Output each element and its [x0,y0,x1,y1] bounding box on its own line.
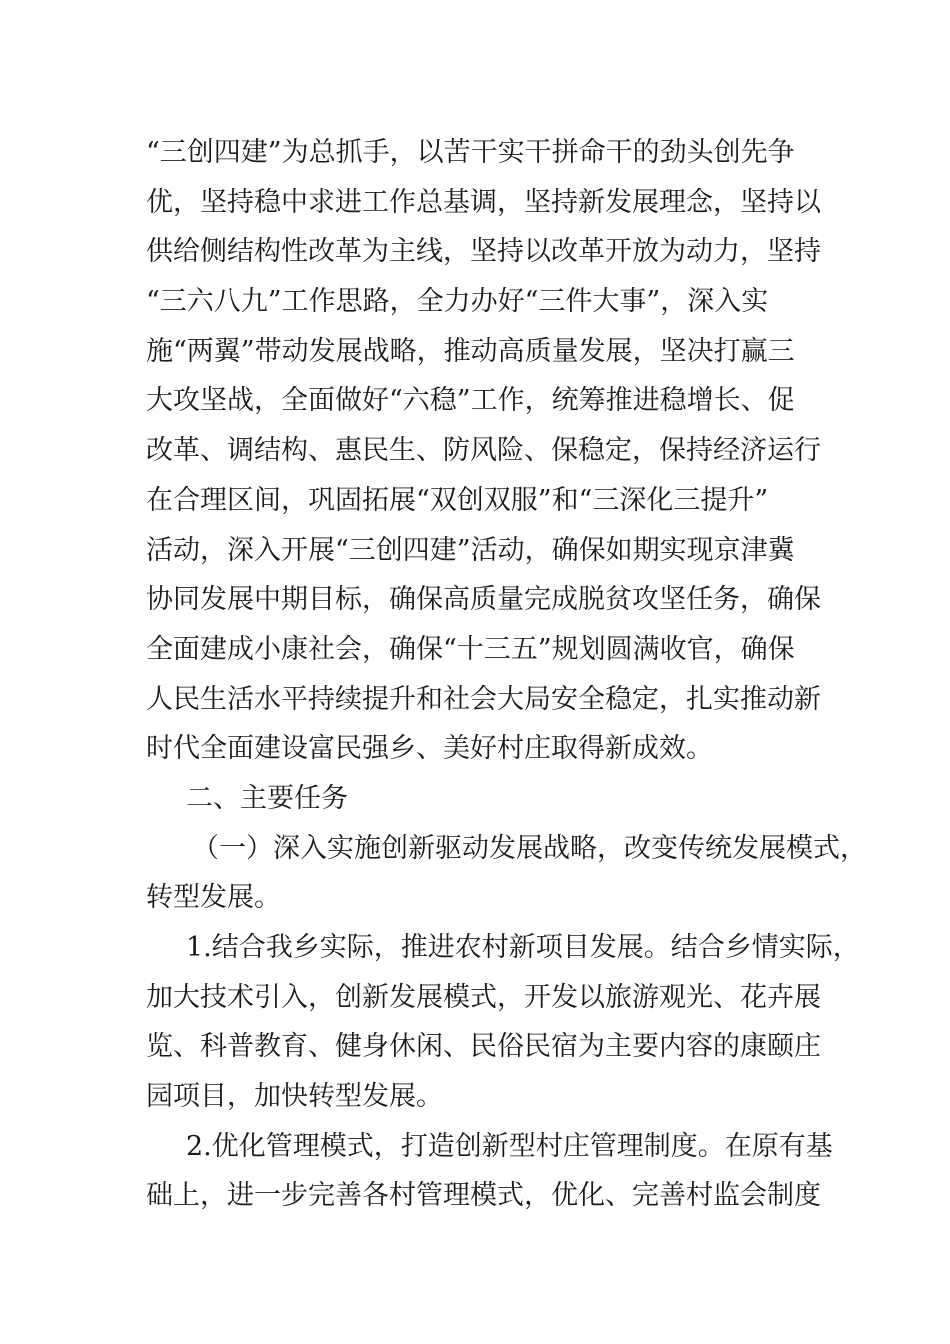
text-line: 础上，进一步完善各村管理模式，优化、完善村监会制度 [146,1180,821,1212]
text-line: “三六八九”工作思路，全力办好“三件大事”，深入实 [146,286,769,318]
text-line: 览、科普教育、健身休闲、民俗民宿为主要内容的康颐庄 [146,1031,821,1063]
task-item-1 [146,923,860,1122]
text-line: 园项目，加快转型发展。 [146,1081,443,1113]
text-line: “三创四建”为总抓手，以苦干实干拼命干的劲头创先争 [146,137,795,168]
text-line: 供给侧结构性改革为主线，坚持以改革开放为动力，坚持 [146,236,821,268]
text-line: 转型发展。 [146,882,281,914]
text-line: 优，坚持稳中求进工作总基调，坚持新发展理念，坚持以 [146,186,821,218]
subsection-heading [146,824,867,923]
text-line: 大攻坚战，全面做好“六稳”工作，统筹推进稳增长、促 [146,385,795,417]
document-body [146,128,867,1221]
text-line: 施“两翼”带动发展战略，推动高质量发展，坚决打赢三 [146,335,795,367]
text-line: 2.优化管理模式，打造创新型村庄管理制度。在原有基 [186,1130,833,1162]
text-line: 加大技术引入，创新发展模式，开发以旅游观光、花卉展 [146,981,821,1013]
task-item-2 [146,1122,833,1221]
section-heading: 二、主要任务 [186,782,348,814]
paragraph-guiding-principles [146,128,826,774]
text-line: 1.结合我乡实际，推进农村新项目发展。结合乡情实际， [186,932,860,963]
text-line: 时代全面建设富民强乡、美好村庄取得新成效。 [146,733,713,765]
text-line: 全面建成小康社会，确保“十三五”规划圆满收官，确保 [146,633,795,665]
text-line: （一）深入实施创新驱动发展战略，改变传统发展模式， [192,832,867,864]
text-line: 协同发展中期目标，确保高质量完成脱贫攻坚任务，确保 [146,584,821,616]
text-line: 改革、调结构、惠民生、防风险、保稳定，保持经济运行 [146,435,821,467]
text-line: 在合理区间，巩固拓展“双创双服”和“三深化三提升” [146,484,769,516]
text-line: 活动，深入开展“三创四建”活动，确保如期实现京津冀 [146,534,795,566]
text-line: 人民生活水平持续提升和社会大局安全稳定，扎实推动新 [146,683,821,715]
